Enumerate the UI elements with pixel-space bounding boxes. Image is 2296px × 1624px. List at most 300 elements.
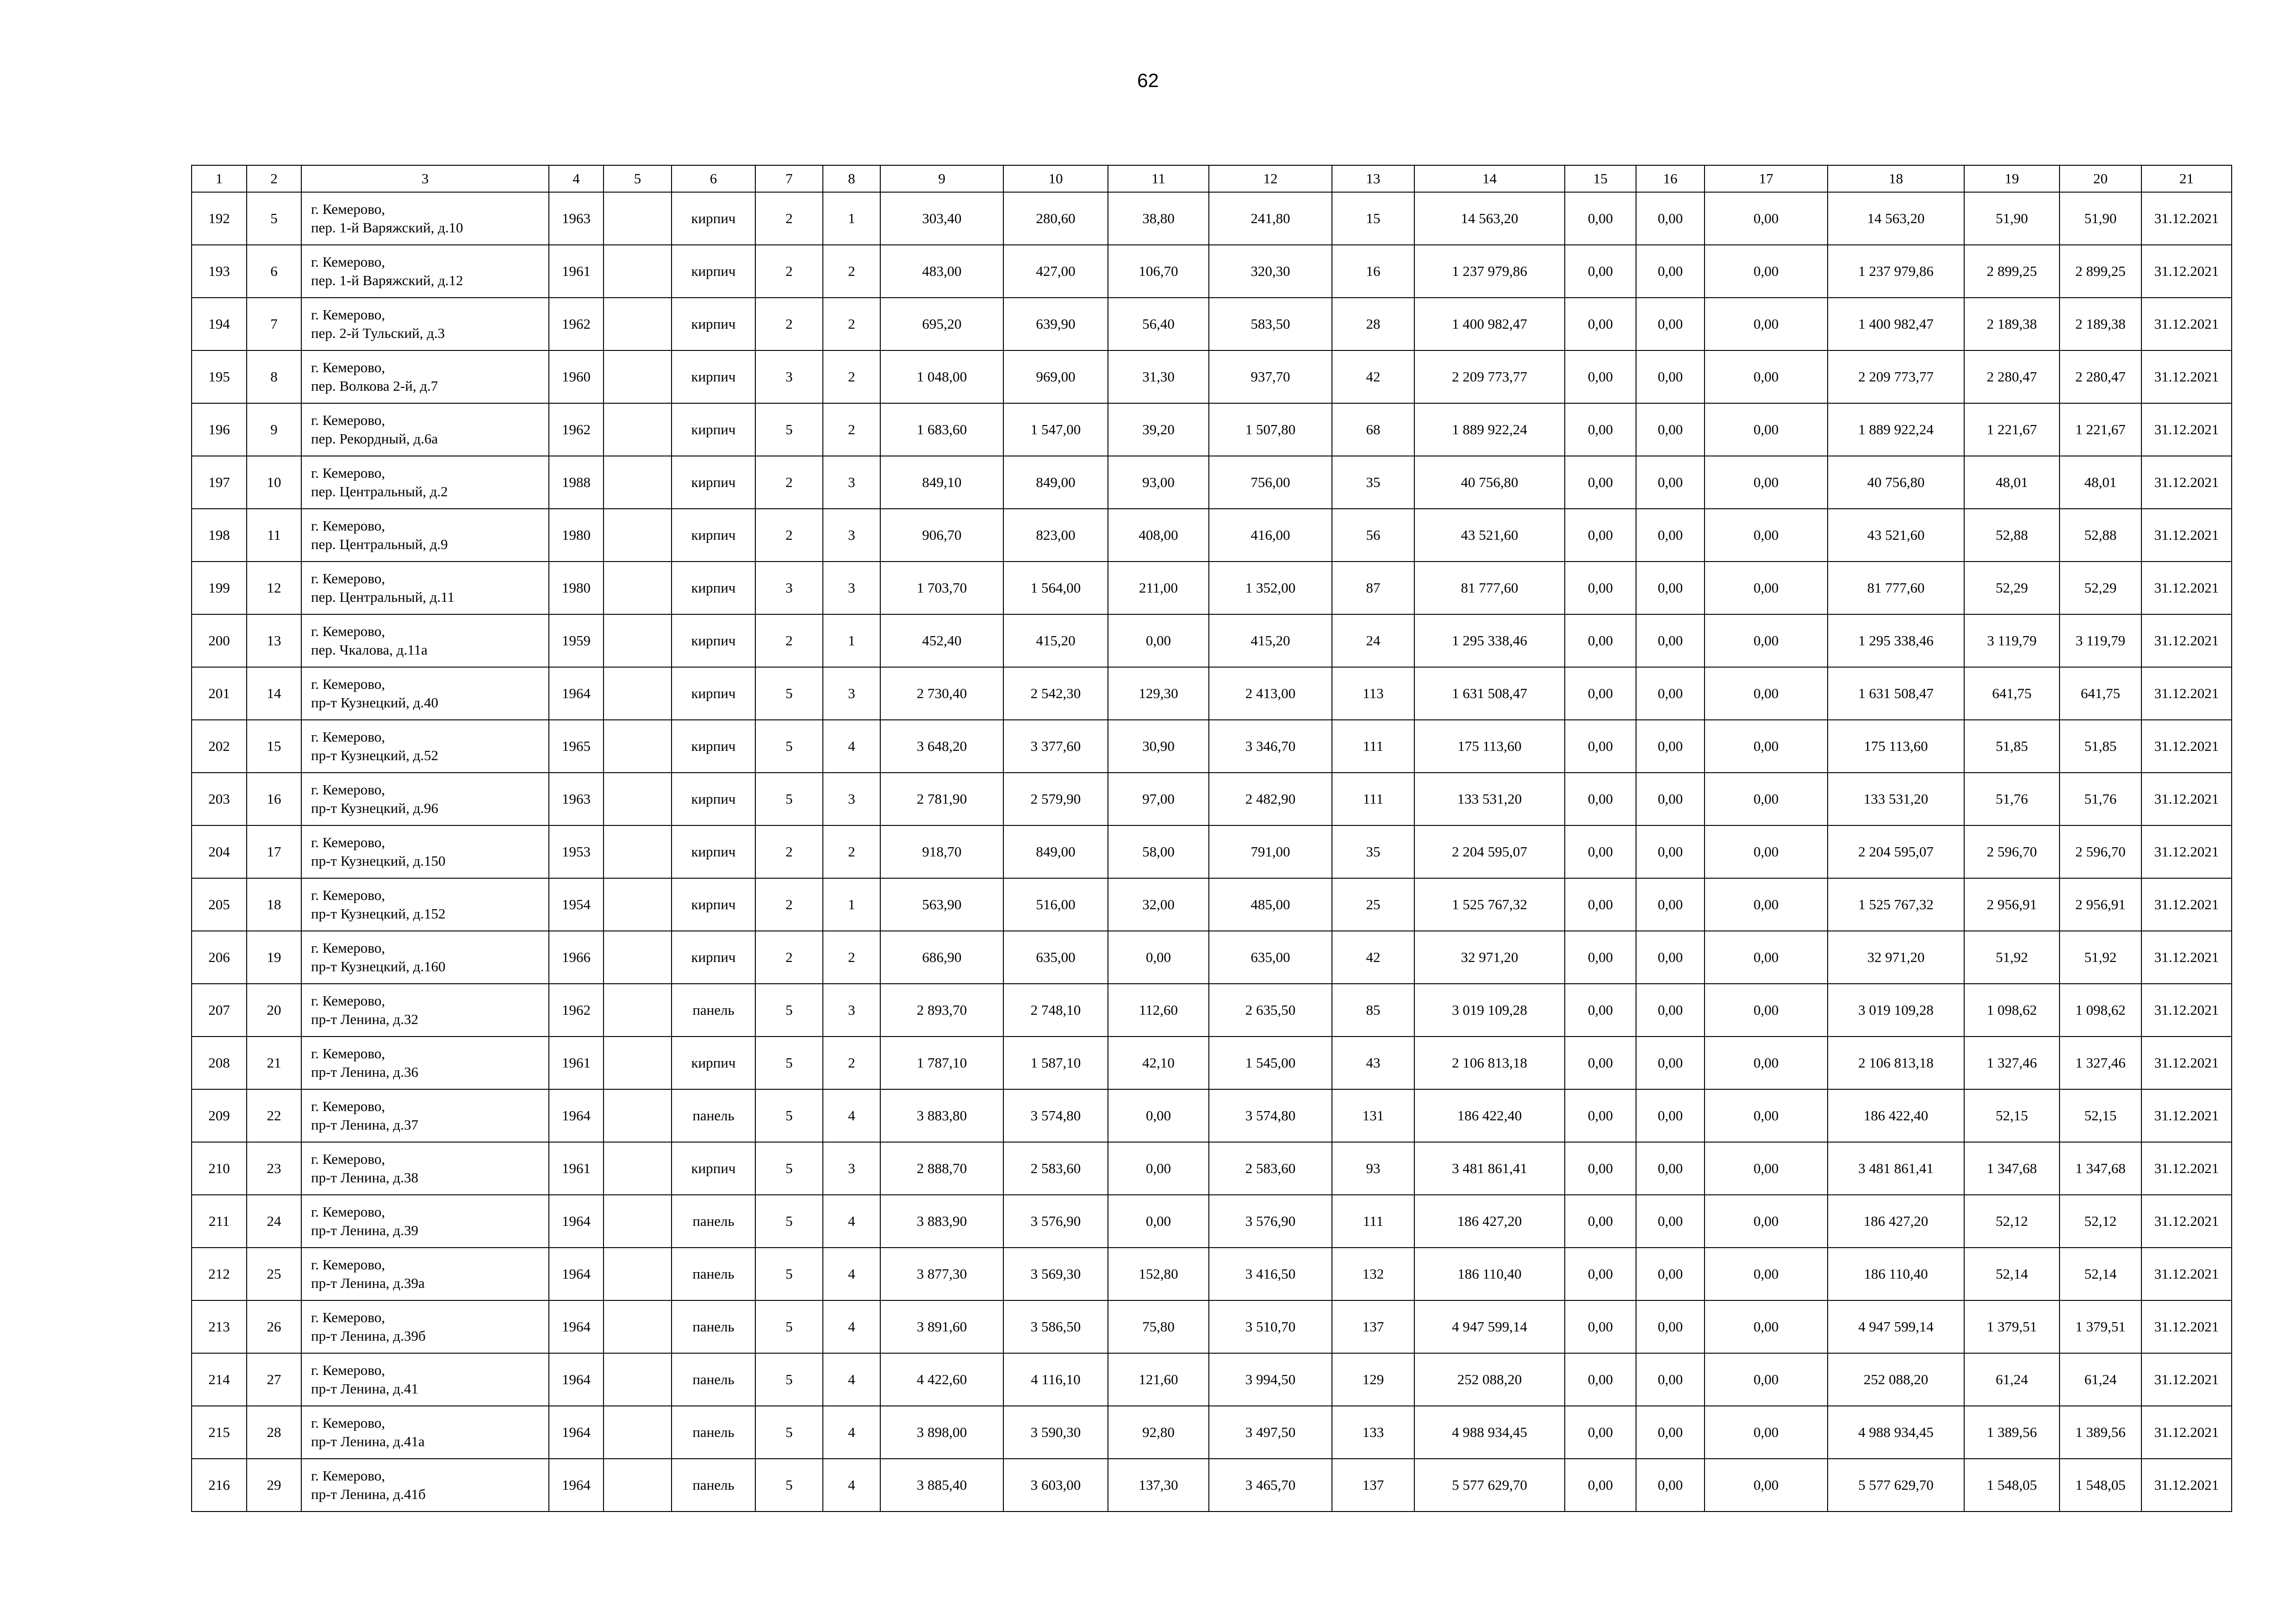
cell-col-4: 1961	[549, 245, 604, 298]
cell-col-21: 31.12.2021	[2141, 614, 2232, 667]
address-cell	[301, 667, 549, 720]
cell-col-17: 0,00	[1705, 720, 1828, 773]
cell-col-5	[604, 1248, 672, 1300]
cell-col-4: 1964	[549, 1089, 604, 1142]
cell-col-16: 0,00	[1636, 931, 1705, 984]
cell-col-20: 52,15	[2060, 1089, 2141, 1142]
cell-col-6: панель	[672, 1300, 755, 1353]
cell-col-12: 3 416,50	[1209, 1248, 1332, 1300]
cell-col-19: 52,15	[1964, 1089, 2060, 1142]
cell-col-20: 48,01	[2060, 456, 2141, 509]
cell-col-10: 280,60	[1003, 192, 1108, 245]
cell-col-4: 1964	[549, 667, 604, 720]
cell-col-13: 43	[1332, 1037, 1414, 1089]
cell-col-15: 0,00	[1565, 720, 1636, 773]
cell-col-4: 1980	[549, 509, 604, 562]
cell-col-8: 2	[823, 350, 880, 403]
column-number-5: 5	[604, 165, 672, 192]
cell-col-5	[604, 1300, 672, 1353]
cell-col-21: 31.12.2021	[2141, 1142, 2232, 1195]
cell-col-11: 152,80	[1108, 1248, 1209, 1300]
cell-col-6: кирпич	[672, 931, 755, 984]
cell-col-6: кирпич	[672, 245, 755, 298]
cell-col-9: 3 883,90	[880, 1195, 1003, 1248]
cell-col-12: 1 507,80	[1209, 403, 1332, 456]
cell-col-12: 3 994,50	[1209, 1353, 1332, 1406]
cell-col-20: 52,12	[2060, 1195, 2141, 1248]
cell-col-15: 0,00	[1565, 614, 1636, 667]
cell-col-6: кирпич	[672, 456, 755, 509]
cell-col-16: 0,00	[1636, 1406, 1705, 1459]
cell-col-6: кирпич	[672, 403, 755, 456]
address-cell	[301, 1353, 549, 1406]
cell-col-13: 42	[1332, 350, 1414, 403]
cell-col-13: 111	[1332, 1195, 1414, 1248]
cell-col-17: 0,00	[1705, 1353, 1828, 1406]
address-city: г. Кемерово,	[311, 940, 386, 956]
cell-col-4: 1963	[549, 192, 604, 245]
cell-col-7: 5	[755, 773, 823, 825]
cell-col-15: 0,00	[1565, 825, 1636, 878]
cell-col-7: 5	[755, 1248, 823, 1300]
cell-col-17: 0,00	[1705, 878, 1828, 931]
address-city: г. Кемерово,	[311, 518, 386, 534]
cell-col-7: 2	[755, 298, 823, 350]
cell-col-15: 0,00	[1565, 298, 1636, 350]
cell-col-13: 137	[1332, 1459, 1414, 1512]
cell-col-17: 0,00	[1705, 456, 1828, 509]
cell-col-6: панель	[672, 1195, 755, 1248]
cell-col-21: 31.12.2021	[2141, 350, 2232, 403]
cell-col-1: 199	[192, 562, 247, 614]
cell-col-13: 56	[1332, 509, 1414, 562]
cell-col-20: 1 347,68	[2060, 1142, 2141, 1195]
cell-col-4: 1965	[549, 720, 604, 773]
cell-col-10: 415,20	[1003, 614, 1108, 667]
address-street: пр-т Кузнецкий, д.40	[311, 694, 439, 711]
table-row	[192, 1195, 2232, 1248]
cell-col-4: 1960	[549, 350, 604, 403]
cell-col-9: 563,90	[880, 878, 1003, 931]
cell-col-18: 3 481 861,41	[1828, 1142, 1964, 1195]
cell-col-16: 0,00	[1636, 1459, 1705, 1512]
cell-col-1: 214	[192, 1353, 247, 1406]
cell-col-19: 52,14	[1964, 1248, 2060, 1300]
cell-col-6: панель	[672, 1248, 755, 1300]
cell-col-16: 0,00	[1636, 403, 1705, 456]
cell-col-8: 4	[823, 720, 880, 773]
cell-col-19: 641,75	[1964, 667, 2060, 720]
cell-col-14: 2 204 595,07	[1414, 825, 1565, 878]
cell-col-14: 1 889 922,24	[1414, 403, 1565, 456]
cell-col-7: 2	[755, 192, 823, 245]
table-row	[192, 509, 2232, 562]
cell-col-13: 137	[1332, 1300, 1414, 1353]
column-number-1: 1	[192, 165, 247, 192]
cell-col-16: 0,00	[1636, 1142, 1705, 1195]
cell-col-6: кирпич	[672, 825, 755, 878]
cell-col-5	[604, 562, 672, 614]
housing-register-table	[191, 165, 2232, 1512]
cell-col-18: 252 088,20	[1828, 1353, 1964, 1406]
column-number-19: 19	[1964, 165, 2060, 192]
cell-col-12: 320,30	[1209, 245, 1332, 298]
cell-col-10: 2 583,60	[1003, 1142, 1108, 1195]
cell-col-21: 31.12.2021	[2141, 1406, 2232, 1459]
cell-col-6: кирпич	[672, 562, 755, 614]
cell-col-10: 516,00	[1003, 878, 1108, 931]
address-cell	[301, 298, 549, 350]
cell-col-4: 1964	[549, 1300, 604, 1353]
address-city: г. Кемерово,	[311, 887, 386, 903]
cell-col-10: 3 603,00	[1003, 1459, 1108, 1512]
cell-col-21: 31.12.2021	[2141, 1353, 2232, 1406]
address-street: пер. Центральный, д.9	[311, 536, 448, 552]
cell-col-12: 3 576,90	[1209, 1195, 1332, 1248]
cell-col-7: 2	[755, 456, 823, 509]
cell-col-4: 1964	[549, 1195, 604, 1248]
cell-col-7: 5	[755, 1089, 823, 1142]
cell-col-13: 35	[1332, 825, 1414, 878]
cell-col-7: 5	[755, 1406, 823, 1459]
cell-col-12: 415,20	[1209, 614, 1332, 667]
cell-col-20: 2 280,47	[2060, 350, 2141, 403]
cell-col-12: 1 545,00	[1209, 1037, 1332, 1089]
cell-col-8: 3	[823, 456, 880, 509]
address-cell	[301, 1459, 549, 1512]
cell-col-12: 3 510,70	[1209, 1300, 1332, 1353]
cell-col-19: 2 956,91	[1964, 878, 2060, 931]
cell-col-2: 25	[247, 1248, 301, 1300]
cell-col-14: 186 427,20	[1414, 1195, 1565, 1248]
cell-col-6: панель	[672, 1353, 755, 1406]
cell-col-18: 1 525 767,32	[1828, 878, 1964, 931]
cell-col-20: 52,29	[2060, 562, 2141, 614]
table-row	[192, 245, 2232, 298]
cell-col-14: 14 563,20	[1414, 192, 1565, 245]
cell-col-8: 2	[823, 931, 880, 984]
cell-col-13: 85	[1332, 984, 1414, 1037]
cell-col-5	[604, 614, 672, 667]
cell-col-9: 695,20	[880, 298, 1003, 350]
cell-col-1: 210	[192, 1142, 247, 1195]
table-row	[192, 350, 2232, 403]
address-street: пр-т Ленина, д.39	[311, 1222, 418, 1238]
cell-col-6: кирпич	[672, 614, 755, 667]
cell-col-21: 31.12.2021	[2141, 456, 2232, 509]
table-row	[192, 614, 2232, 667]
cell-col-12: 1 352,00	[1209, 562, 1332, 614]
cell-col-15: 0,00	[1565, 1195, 1636, 1248]
cell-col-8: 3	[823, 984, 880, 1037]
cell-col-4: 1962	[549, 403, 604, 456]
cell-col-16: 0,00	[1636, 456, 1705, 509]
cell-col-8: 4	[823, 1406, 880, 1459]
address-city: г. Кемерово,	[311, 1204, 386, 1220]
cell-col-19: 52,88	[1964, 509, 2060, 562]
cell-col-10: 849,00	[1003, 456, 1108, 509]
cell-col-11: 121,60	[1108, 1353, 1209, 1406]
cell-col-2: 17	[247, 825, 301, 878]
address-city: г. Кемерово,	[311, 1468, 386, 1484]
cell-col-5	[604, 1142, 672, 1195]
cell-col-14: 3 019 109,28	[1414, 984, 1565, 1037]
cell-col-1: 213	[192, 1300, 247, 1353]
cell-col-9: 3 898,00	[880, 1406, 1003, 1459]
cell-col-11: 56,40	[1108, 298, 1209, 350]
cell-col-15: 0,00	[1565, 562, 1636, 614]
cell-col-17: 0,00	[1705, 667, 1828, 720]
cell-col-9: 1 703,70	[880, 562, 1003, 614]
address-street: пр-т Ленина, д.38	[311, 1169, 418, 1186]
cell-col-6: кирпич	[672, 878, 755, 931]
table-row	[192, 984, 2232, 1037]
cell-col-4: 1961	[549, 1142, 604, 1195]
cell-col-5	[604, 350, 672, 403]
cell-col-9: 2 730,40	[880, 667, 1003, 720]
cell-col-11: 0,00	[1108, 931, 1209, 984]
cell-col-6: кирпич	[672, 298, 755, 350]
cell-col-6: кирпич	[672, 1142, 755, 1195]
cell-col-21: 31.12.2021	[2141, 1248, 2232, 1300]
cell-col-15: 0,00	[1565, 984, 1636, 1037]
cell-col-5	[604, 720, 672, 773]
cell-col-5	[604, 245, 672, 298]
cell-col-21: 31.12.2021	[2141, 825, 2232, 878]
cell-col-2: 6	[247, 245, 301, 298]
cell-col-17: 0,00	[1705, 931, 1828, 984]
cell-col-19: 61,24	[1964, 1353, 2060, 1406]
cell-col-18: 1 889 922,24	[1828, 403, 1964, 456]
address-city: г. Кемерово,	[311, 993, 386, 1009]
cell-col-14: 1 237 979,86	[1414, 245, 1565, 298]
cell-col-12: 635,00	[1209, 931, 1332, 984]
cell-col-17: 0,00	[1705, 825, 1828, 878]
table-row	[192, 1089, 2232, 1142]
cell-col-6: кирпич	[672, 667, 755, 720]
address-street: пр-т Кузнецкий, д.160	[311, 958, 446, 974]
address-street: пр-т Ленина, д.32	[311, 1011, 418, 1027]
cell-col-15: 0,00	[1565, 1037, 1636, 1089]
cell-col-17: 0,00	[1705, 984, 1828, 1037]
address-cell	[301, 192, 549, 245]
cell-col-5	[604, 1406, 672, 1459]
cell-col-9: 918,70	[880, 825, 1003, 878]
cell-col-14: 5 577 629,70	[1414, 1459, 1565, 1512]
address-street: пр-т Кузнецкий, д.96	[311, 800, 439, 816]
cell-col-2: 14	[247, 667, 301, 720]
cell-col-4: 1962	[549, 298, 604, 350]
cell-col-9: 686,90	[880, 931, 1003, 984]
cell-col-11: 211,00	[1108, 562, 1209, 614]
cell-col-5	[604, 1195, 672, 1248]
cell-col-16: 0,00	[1636, 298, 1705, 350]
cell-col-15: 0,00	[1565, 1459, 1636, 1512]
cell-col-16: 0,00	[1636, 1248, 1705, 1300]
cell-col-15: 0,00	[1565, 403, 1636, 456]
column-number-2: 2	[247, 165, 301, 192]
cell-col-11: 38,80	[1108, 192, 1209, 245]
address-cell	[301, 456, 549, 509]
cell-col-10: 3 576,90	[1003, 1195, 1108, 1248]
cell-col-12: 583,50	[1209, 298, 1332, 350]
cell-col-1: 211	[192, 1195, 247, 1248]
column-number-13: 13	[1332, 165, 1414, 192]
column-number-4: 4	[549, 165, 604, 192]
address-city: г. Кемерово,	[311, 623, 386, 639]
cell-col-12: 3 574,80	[1209, 1089, 1332, 1142]
cell-col-14: 40 756,80	[1414, 456, 1565, 509]
cell-col-20: 51,76	[2060, 773, 2141, 825]
cell-col-14: 1 400 982,47	[1414, 298, 1565, 350]
cell-col-14: 81 777,60	[1414, 562, 1565, 614]
cell-col-8: 2	[823, 298, 880, 350]
cell-col-18: 81 777,60	[1828, 562, 1964, 614]
cell-col-6: панель	[672, 1089, 755, 1142]
cell-col-15: 0,00	[1565, 1353, 1636, 1406]
cell-col-21: 31.12.2021	[2141, 298, 2232, 350]
cell-col-15: 0,00	[1565, 878, 1636, 931]
cell-col-8: 1	[823, 878, 880, 931]
cell-col-18: 1 295 338,46	[1828, 614, 1964, 667]
cell-col-20: 3 119,79	[2060, 614, 2141, 667]
cell-col-15: 0,00	[1565, 931, 1636, 984]
cell-col-6: кирпич	[672, 773, 755, 825]
cell-col-13: 28	[1332, 298, 1414, 350]
cell-col-5	[604, 509, 672, 562]
table-row	[192, 773, 2232, 825]
cell-col-4: 1964	[549, 1353, 604, 1406]
address-street: пер. Центральный, д.2	[311, 483, 448, 500]
cell-col-1: 216	[192, 1459, 247, 1512]
table-row	[192, 298, 2232, 350]
address-street: пр-т Ленина, д.41б	[311, 1486, 426, 1502]
cell-col-10: 1 564,00	[1003, 562, 1108, 614]
cell-col-21: 31.12.2021	[2141, 1195, 2232, 1248]
cell-col-18: 3 019 109,28	[1828, 984, 1964, 1037]
cell-col-20: 641,75	[2060, 667, 2141, 720]
cell-col-12: 241,80	[1209, 192, 1332, 245]
cell-col-16: 0,00	[1636, 509, 1705, 562]
address-street: пер. Центральный, д.11	[311, 589, 455, 605]
cell-col-13: 42	[1332, 931, 1414, 984]
cell-col-17: 0,00	[1705, 245, 1828, 298]
cell-col-21: 31.12.2021	[2141, 1037, 2232, 1089]
cell-col-8: 3	[823, 773, 880, 825]
cell-col-4: 1980	[549, 562, 604, 614]
address-cell	[301, 878, 549, 931]
cell-col-19: 1 327,46	[1964, 1037, 2060, 1089]
cell-col-11: 106,70	[1108, 245, 1209, 298]
cell-col-1: 197	[192, 456, 247, 509]
cell-col-7: 2	[755, 614, 823, 667]
cell-col-15: 0,00	[1565, 1300, 1636, 1353]
table-row	[192, 1459, 2232, 1512]
cell-col-6: кирпич	[672, 1037, 755, 1089]
cell-col-4: 1959	[549, 614, 604, 667]
cell-col-4: 1964	[549, 1248, 604, 1300]
table-row	[192, 562, 2232, 614]
cell-col-10: 2 748,10	[1003, 984, 1108, 1037]
cell-col-1: 205	[192, 878, 247, 931]
cell-col-13: 25	[1332, 878, 1414, 931]
address-city: г. Кемерово,	[311, 834, 386, 850]
cell-col-17: 0,00	[1705, 1089, 1828, 1142]
cell-col-8: 2	[823, 245, 880, 298]
cell-col-4: 1961	[549, 1037, 604, 1089]
cell-col-15: 0,00	[1565, 1248, 1636, 1300]
cell-col-18: 2 209 773,77	[1828, 350, 1964, 403]
cell-col-2: 22	[247, 1089, 301, 1142]
cell-col-10: 635,00	[1003, 931, 1108, 984]
cell-col-19: 1 098,62	[1964, 984, 2060, 1037]
cell-col-21: 31.12.2021	[2141, 245, 2232, 298]
cell-col-5	[604, 984, 672, 1037]
cell-col-19: 1 347,68	[1964, 1142, 2060, 1195]
cell-col-5	[604, 878, 672, 931]
cell-col-11: 0,00	[1108, 614, 1209, 667]
address-street: пер. Рекордный, д.6а	[311, 431, 438, 447]
cell-col-13: 35	[1332, 456, 1414, 509]
cell-col-6: кирпич	[672, 350, 755, 403]
cell-col-11: 112,60	[1108, 984, 1209, 1037]
cell-col-14: 186 110,40	[1414, 1248, 1565, 1300]
cell-col-1: 201	[192, 667, 247, 720]
cell-col-1: 202	[192, 720, 247, 773]
address-street: пер. Чкалова, д.11а	[311, 642, 428, 658]
cell-col-13: 129	[1332, 1353, 1414, 1406]
cell-col-10: 3 590,30	[1003, 1406, 1108, 1459]
address-city: г. Кемерово,	[311, 1098, 386, 1114]
cell-col-20: 1 098,62	[2060, 984, 2141, 1037]
address-cell	[301, 1089, 549, 1142]
cell-col-14: 252 088,20	[1414, 1353, 1565, 1406]
column-number-6: 6	[672, 165, 755, 192]
cell-col-15: 0,00	[1565, 667, 1636, 720]
cell-col-2: 13	[247, 614, 301, 667]
cell-col-21: 31.12.2021	[2141, 1089, 2232, 1142]
cell-col-12: 485,00	[1209, 878, 1332, 931]
table-row	[192, 456, 2232, 509]
cell-col-2: 20	[247, 984, 301, 1037]
cell-col-8: 2	[823, 825, 880, 878]
cell-col-16: 0,00	[1636, 1195, 1705, 1248]
cell-col-8: 4	[823, 1089, 880, 1142]
cell-col-21: 31.12.2021	[2141, 984, 2232, 1037]
cell-col-8: 3	[823, 667, 880, 720]
cell-col-5	[604, 456, 672, 509]
address-cell	[301, 825, 549, 878]
cell-col-11: 97,00	[1108, 773, 1209, 825]
table-row	[192, 403, 2232, 456]
cell-col-13: 113	[1332, 667, 1414, 720]
cell-col-1: 200	[192, 614, 247, 667]
cell-col-6: панель	[672, 1406, 755, 1459]
cell-col-9: 849,10	[880, 456, 1003, 509]
cell-col-2: 29	[247, 1459, 301, 1512]
address-street: пр-т Ленина, д.39а	[311, 1275, 425, 1291]
cell-col-16: 0,00	[1636, 562, 1705, 614]
address-cell	[301, 1248, 549, 1300]
cell-col-12: 3 465,70	[1209, 1459, 1332, 1512]
cell-col-7: 5	[755, 720, 823, 773]
cell-col-19: 51,90	[1964, 192, 2060, 245]
cell-col-18: 4 947 599,14	[1828, 1300, 1964, 1353]
cell-col-19: 2 189,38	[1964, 298, 2060, 350]
cell-col-20: 51,92	[2060, 931, 2141, 984]
cell-col-13: 87	[1332, 562, 1414, 614]
cell-col-7: 2	[755, 509, 823, 562]
